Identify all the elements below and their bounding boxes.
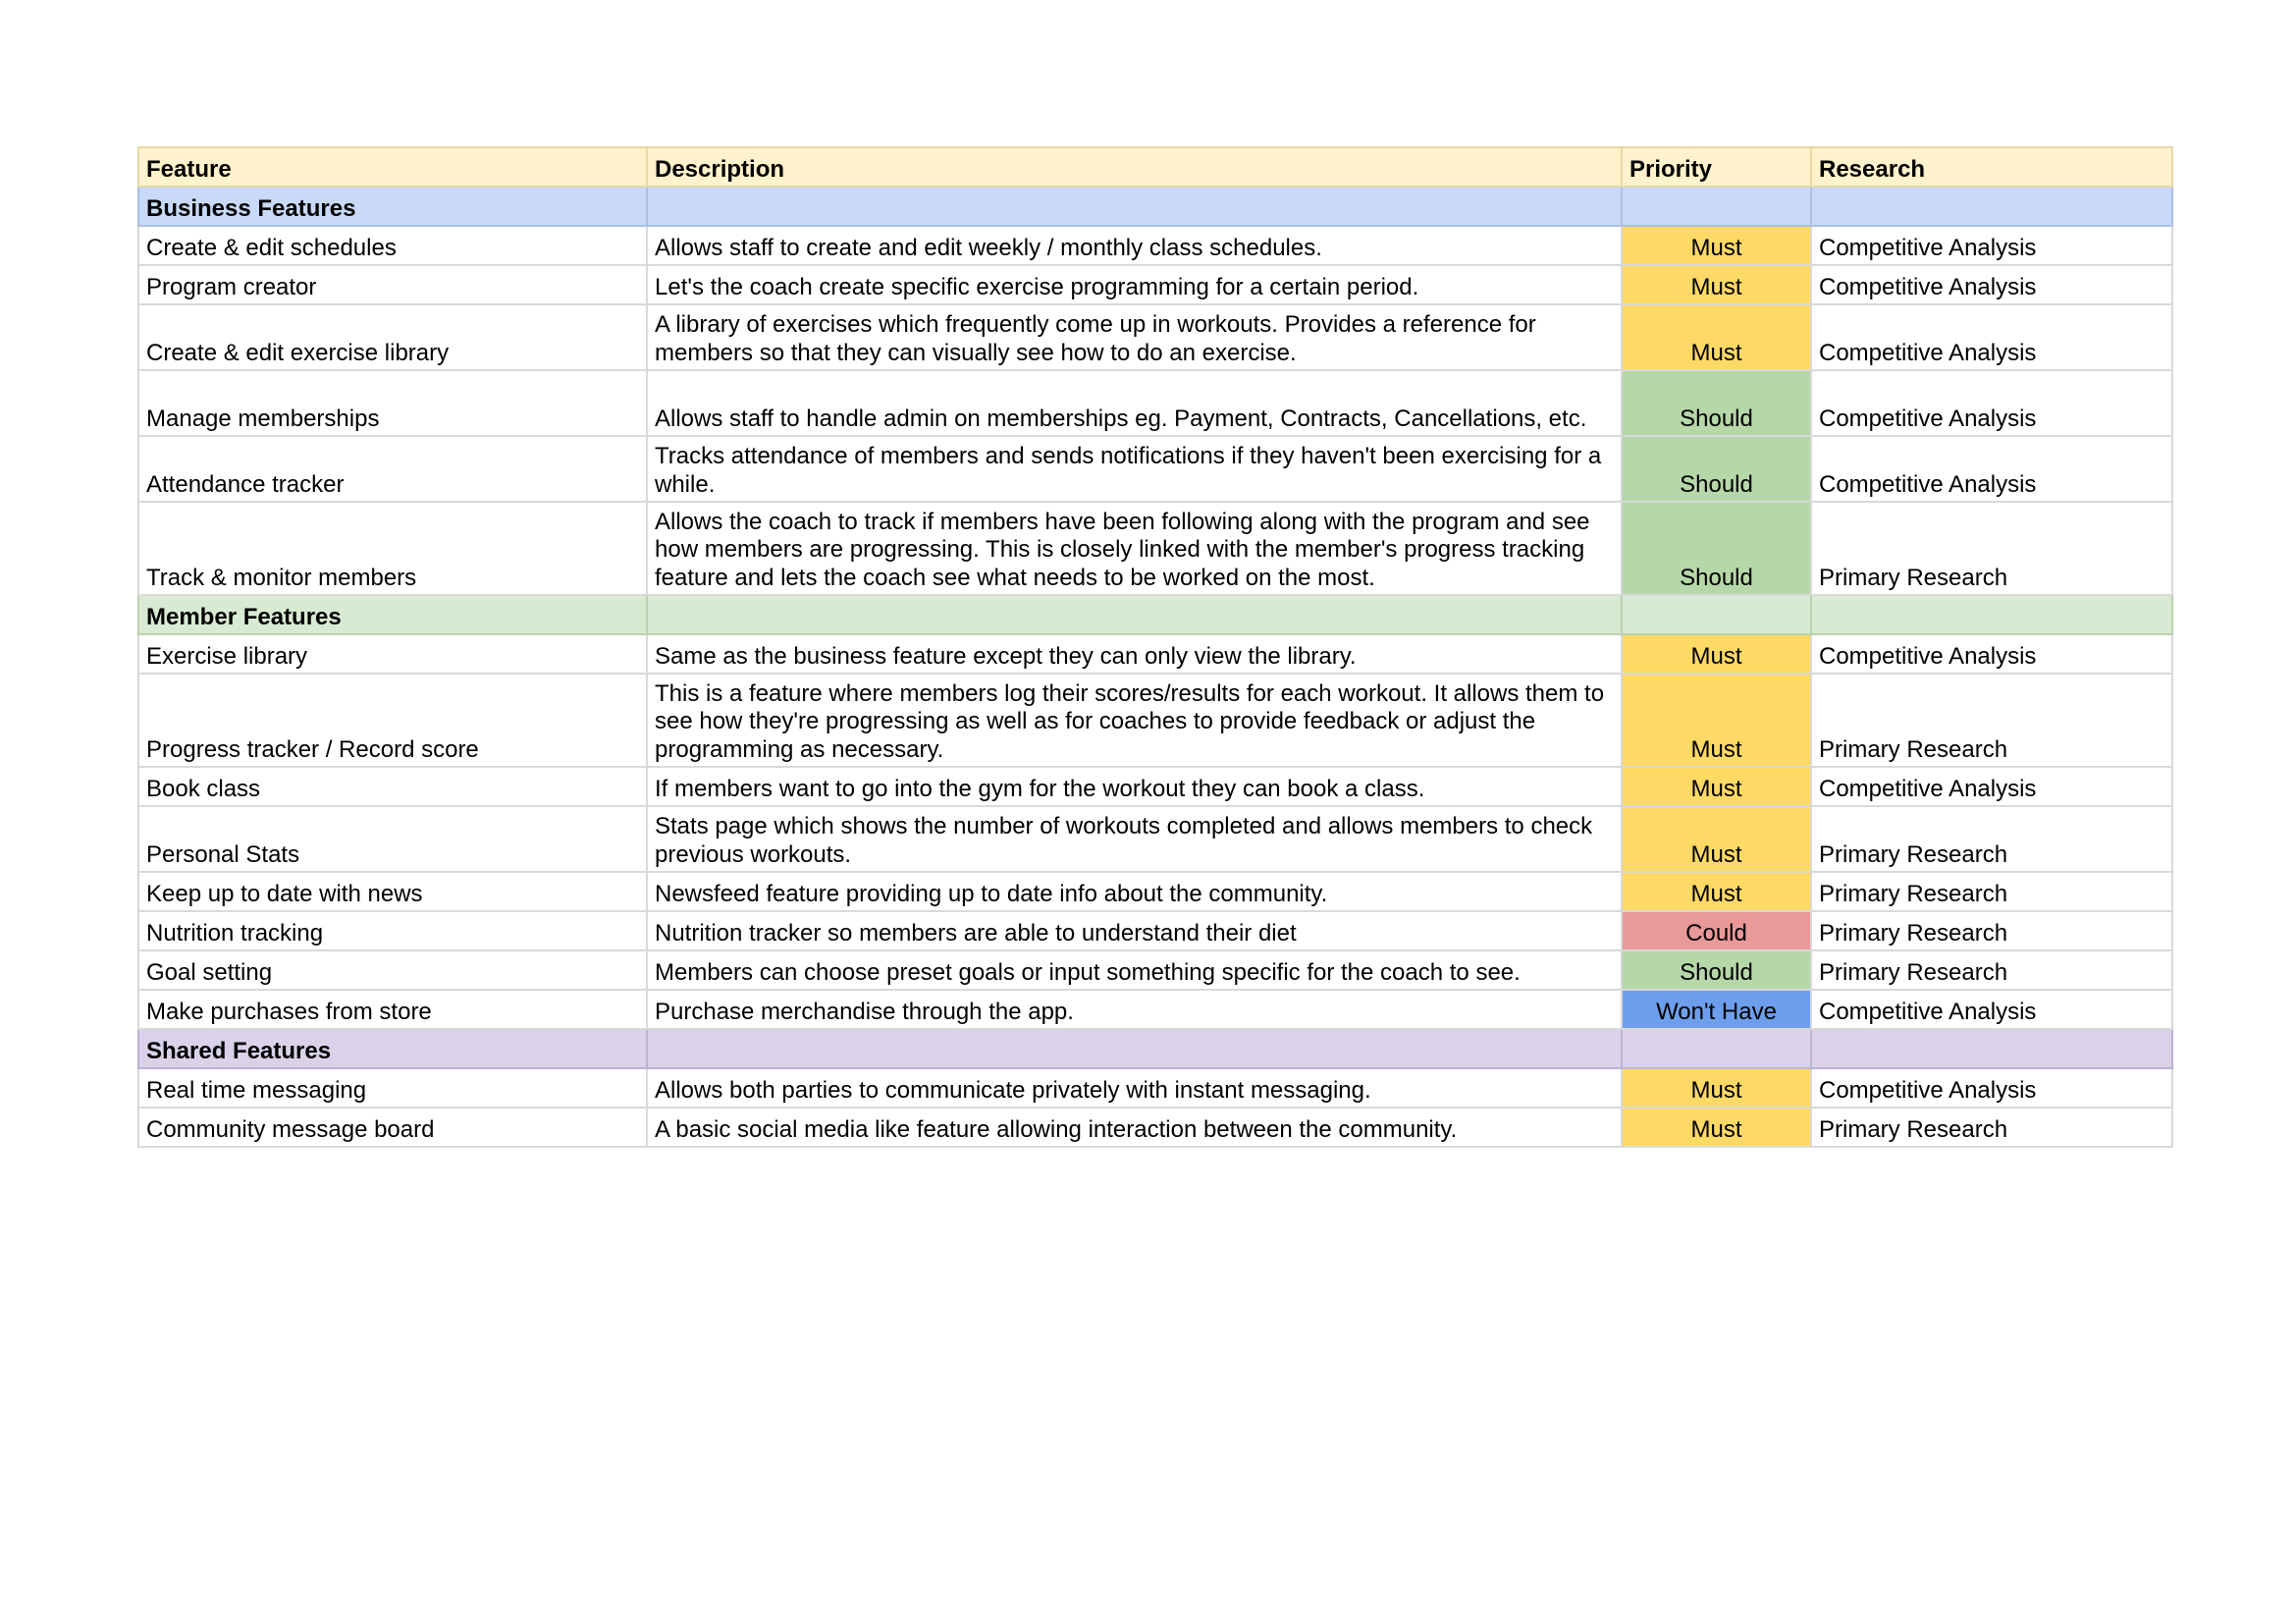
research-cell: Competitive Analysis [1811, 226, 2172, 265]
table-row [138, 950, 2172, 990]
research-cell: Primary Research [1811, 806, 2172, 872]
description-cell: Tracks attendance of members and sends notifications if they haven't been exercising for a while. [647, 436, 1622, 502]
feature-cell: Keep up to date with news [138, 872, 647, 911]
header-research: Research [1811, 147, 2172, 187]
priority-cell: Must [1622, 1068, 1811, 1108]
feature-cell: Program creator [138, 265, 647, 304]
table-row [138, 806, 2172, 872]
table-row [138, 1068, 2172, 1108]
research-cell: Competitive Analysis [1811, 304, 2172, 370]
table-row [138, 990, 2172, 1029]
research-cell: Primary Research [1811, 1108, 2172, 1147]
feature-cell: Create & edit exercise library [138, 304, 647, 370]
research-cell: Competitive Analysis [1811, 767, 2172, 806]
research-cell: Competitive Analysis [1811, 990, 2172, 1029]
section-title: Member Features [138, 595, 647, 634]
research-cell: Competitive Analysis [1811, 370, 2172, 436]
description-cell: Let's the coach create specific exercise programming for a certain period. [647, 265, 1622, 304]
description-cell: Stats page which shows the number of workouts completed and allows members to check previous workouts. [647, 806, 1622, 872]
priority-cell: Must [1622, 767, 1811, 806]
description-cell: Allows the coach to track if members have been following along with the program and see how members are progressing. This is closely linked with the member's progress tracking feature and lets the coach see what needs to be worked on the most. [647, 502, 1622, 595]
description-cell: A basic social media like feature allowing interaction between the community. [647, 1108, 1622, 1147]
description-cell: Allows staff to create and edit weekly / monthly class schedules. [647, 226, 1622, 265]
research-cell: Primary Research [1811, 502, 2172, 595]
description-cell: Purchase merchandise through the app. [647, 990, 1622, 1029]
feature-cell: Manage memberships [138, 370, 647, 436]
table-row [138, 436, 2172, 502]
research-cell: Primary Research [1811, 950, 2172, 990]
section-title: Shared Features [138, 1029, 647, 1068]
description-cell: If members want to go into the gym for the workout they can book a class. [647, 767, 1622, 806]
feature-cell: Personal Stats [138, 806, 647, 872]
table-row [138, 265, 2172, 304]
research-cell: Competitive Analysis [1811, 436, 2172, 502]
research-cell: Competitive Analysis [1811, 1068, 2172, 1108]
feature-cell: Real time messaging [138, 1068, 647, 1108]
table-row [138, 370, 2172, 436]
priority-cell: Must [1622, 1108, 1811, 1147]
table-row [138, 767, 2172, 806]
research-cell: Competitive Analysis [1811, 634, 2172, 674]
description-cell: A library of exercises which frequently come up in workouts. Provides a reference for members so that they can visually see how to do an exercise. [647, 304, 1622, 370]
priority-cell: Could [1622, 911, 1811, 950]
table-row [138, 634, 2172, 674]
priority-cell: Must [1622, 265, 1811, 304]
description-cell: Members can choose preset goals or input something specific for the coach to see. [647, 950, 1622, 990]
priority-cell: Should [1622, 502, 1811, 595]
header-description: Description [647, 147, 1622, 187]
research-cell: Primary Research [1811, 911, 2172, 950]
header-feature: Feature [138, 147, 647, 187]
priority-cell: Won't Have [1622, 990, 1811, 1029]
priority-cell: Must [1622, 806, 1811, 872]
feature-cell: Book class [138, 767, 647, 806]
feature-cell: Create & edit schedules [138, 226, 647, 265]
header-row [138, 147, 2172, 187]
research-cell: Competitive Analysis [1811, 265, 2172, 304]
feature-cell: Progress tracker / Record score [138, 674, 647, 767]
table-row [138, 1108, 2172, 1147]
description-cell: Allows both parties to communicate privately with instant messaging. [647, 1068, 1622, 1108]
feature-priority-table [137, 146, 2173, 1148]
feature-cell: Nutrition tracking [138, 911, 647, 950]
table-row [138, 872, 2172, 911]
feature-cell: Exercise library [138, 634, 647, 674]
feature-cell: Goal setting [138, 950, 647, 990]
feature-cell: Attendance tracker [138, 436, 647, 502]
table-row [138, 674, 2172, 767]
section-title: Business Features [138, 187, 647, 226]
priority-cell: Must [1622, 674, 1811, 767]
priority-cell: Must [1622, 872, 1811, 911]
priority-cell: Should [1622, 436, 1811, 502]
research-cell: Primary Research [1811, 872, 2172, 911]
section-row-member [138, 595, 2172, 634]
priority-cell: Must [1622, 634, 1811, 674]
description-cell: Allows staff to handle admin on memberships eg. Payment, Contracts, Cancellations, etc. [647, 370, 1622, 436]
table-row [138, 911, 2172, 950]
feature-cell: Track & monitor members [138, 502, 647, 595]
priority-cell: Should [1622, 950, 1811, 990]
header-priority: Priority [1622, 147, 1811, 187]
table-row [138, 304, 2172, 370]
section-row-shared [138, 1029, 2172, 1068]
priority-cell: Must [1622, 226, 1811, 265]
priority-cell: Must [1622, 304, 1811, 370]
feature-cell: Community message board [138, 1108, 647, 1147]
feature-cell: Make purchases from store [138, 990, 647, 1029]
description-cell: Same as the business feature except they can only view the library. [647, 634, 1622, 674]
priority-cell: Should [1622, 370, 1811, 436]
research-cell: Primary Research [1811, 674, 2172, 767]
description-cell: Nutrition tracker so members are able to understand their diet [647, 911, 1622, 950]
description-cell: This is a feature where members log their scores/results for each workout. It allows them to see how they're progressing as well as for coaches to provide feedback or adjust the programming as necessary. [647, 674, 1622, 767]
table-row [138, 502, 2172, 595]
section-row-business [138, 187, 2172, 226]
description-cell: Newsfeed feature providing up to date info about the community. [647, 872, 1622, 911]
table-row [138, 226, 2172, 265]
